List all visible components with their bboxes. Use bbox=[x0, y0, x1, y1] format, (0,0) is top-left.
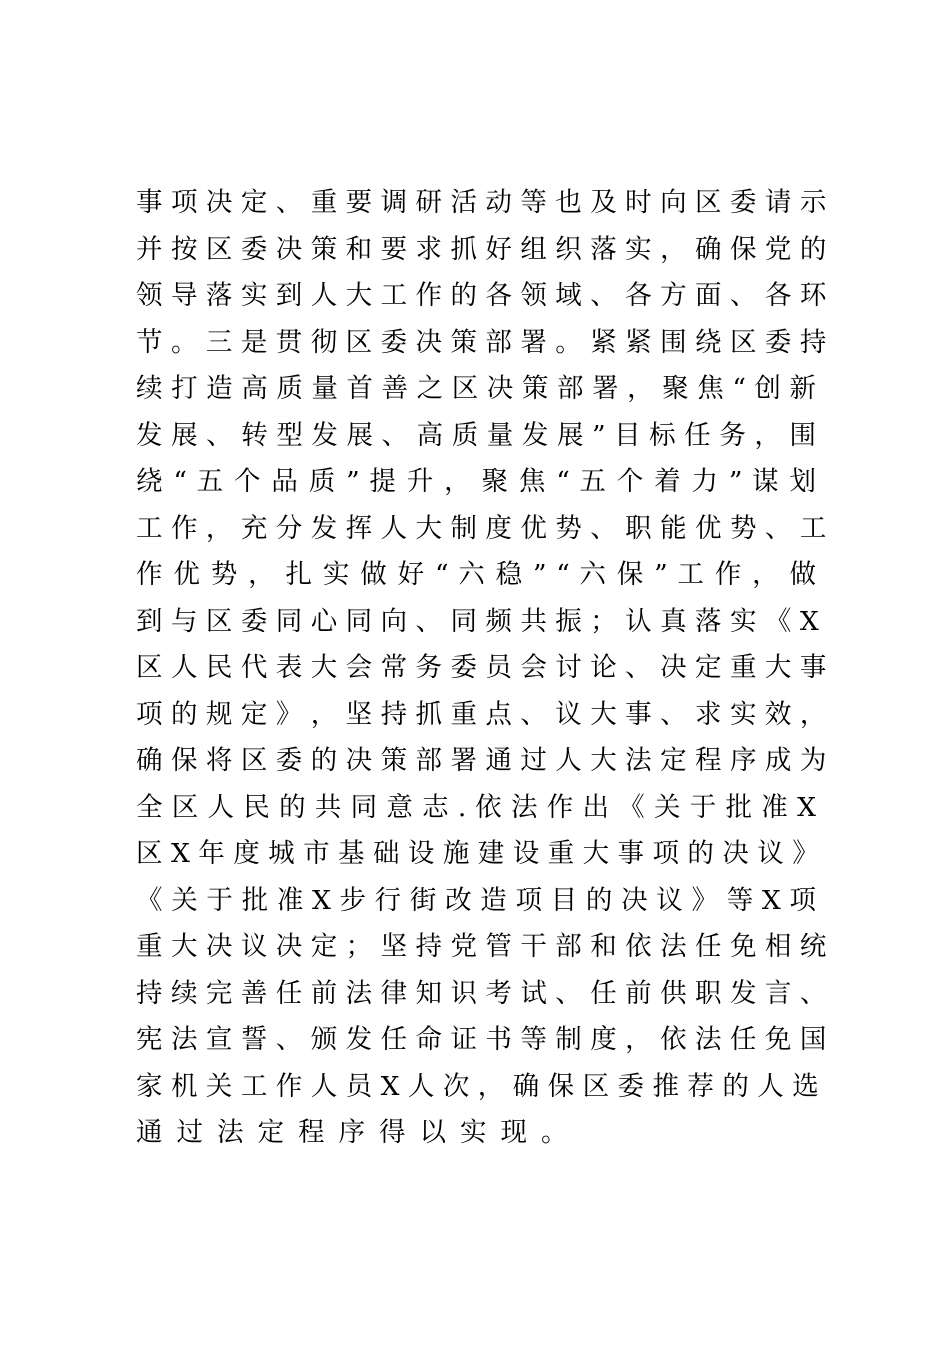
text-line: 工 作 ， 充 分 发 挥 人 大 制 度 优 势 、 职 能 优 势 、 工 bbox=[136, 512, 827, 544]
text-line: 全 区 人 民 的 共 同 意 志 . 依 法 作 出 《 关 于 批 准 X bbox=[136, 791, 816, 823]
text-line: 持 续 完 善 任 前 法 律 知 识 考 试 、 任 前 供 职 发 言 、 bbox=[136, 977, 827, 1009]
text-line: 领 导 落 实 到 人 大 工 作 的 各 领 域 、 各 方 面 、 各 环 bbox=[136, 280, 827, 311]
text-line: 作 优 势 ， 扎 实 做 好 “ 六 稳 ” “ 六 保 ” 工 作 ， 做 bbox=[136, 559, 816, 590]
text-line: 并 按 区 委 决 策 和 要 求 抓 好 组 织 落 实 ， 确 保 党 的 bbox=[136, 233, 827, 265]
text-line: 事 项 决 定 、 重 要 调 研 活 动 等 也 及 时 向 区 委 请 示 bbox=[136, 187, 827, 218]
text-line: 宪 法 宣 誓 、 颁 发 任 命 证 书 等 制 度 ， 依 法 任 免 国 bbox=[136, 1024, 827, 1055]
text-line-last: 通过法定程序得以实现。 bbox=[136, 1117, 582, 1148]
text-line: 绕 “ 五 个 品 质 ” 提 升 ， 聚 焦 “ 五 个 着 力 ” 谋 划 bbox=[136, 466, 816, 497]
body-paragraph bbox=[136, 180, 827, 1157]
text-line: 重 大 决 议 决 定 ； 坚 持 党 管 干 部 和 依 法 任 免 相 统 bbox=[136, 931, 827, 962]
text-line: 确 保 将 区 委 的 决 策 部 署 通 过 人 大 法 定 程 序 成 为 bbox=[136, 745, 827, 776]
text-line: 区 X 年 度 城 市 基 础 设 施 建 设 重 大 事 项 的 决 议 》 bbox=[136, 838, 819, 869]
text-line: 《 关 于 批 准 X 步 行 街 改 造 项 目 的 决 议 》 等 X 项 bbox=[136, 884, 816, 916]
text-line: 发 展 、 转 型 发 展 、 高 质 量 发 展 ” 目 标 任 务 ， 围 bbox=[136, 419, 816, 451]
text-line: 到 与 区 委 同 心 同 向 、 同 频 共 振 ； 认 真 落 实 《 X bbox=[136, 605, 819, 637]
text-line: 节 。 三 是 贯 彻 区 委 决 策 部 署 。 紧 紧 围 绕 区 委 持 bbox=[136, 326, 827, 358]
text-line: 家 机 关 工 作 人 员 X 人 次 ， 确 保 区 委 推 荐 的 人 选 bbox=[136, 1070, 819, 1102]
text-line: 项 的 规 定 》 ， 坚 持 抓 重 点 、 议 大 事 、 求 实 效 ， bbox=[136, 698, 827, 730]
text-line: 续 打 造 高 质 量 首 善 之 区 决 策 部 署 ， 聚 焦 “ 创 新 bbox=[136, 373, 816, 404]
text-line: 区 人 民 代 表 大 会 常 务 委 员 会 讨 论 、 决 定 重 大 事 bbox=[136, 652, 827, 683]
